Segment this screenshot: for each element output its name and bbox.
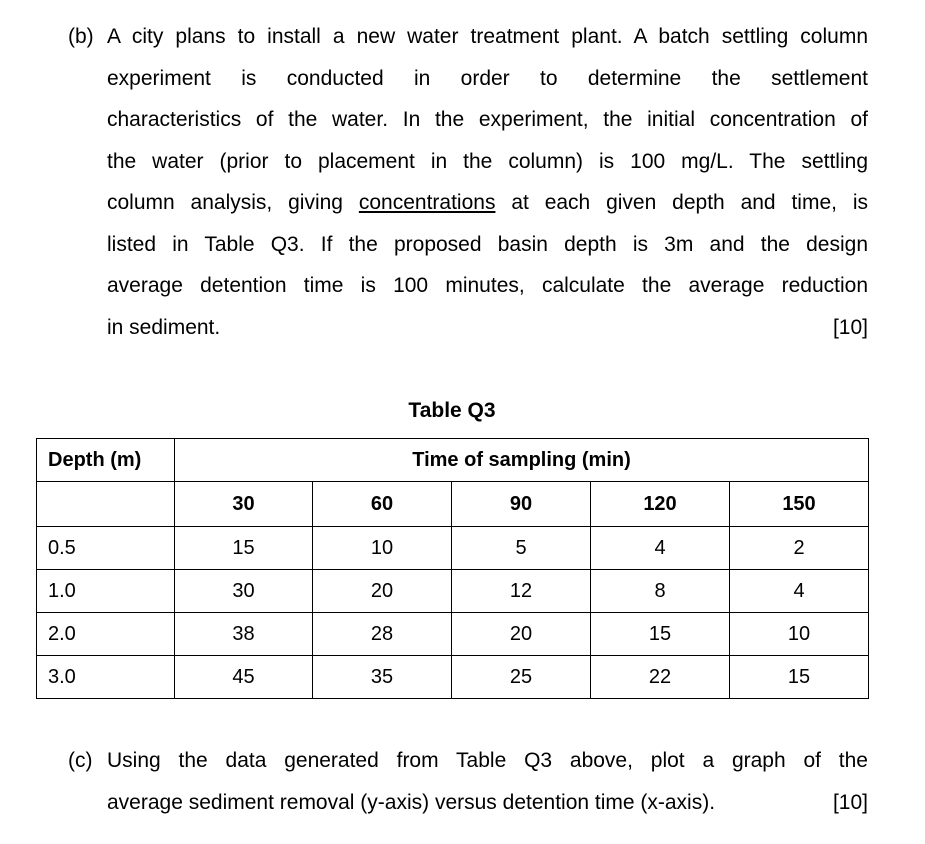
question-c-line-2 (68, 782, 868, 824)
table-title: Table Q3 (408, 399, 496, 422)
question-b-text-5-pre: column analysis, giving (107, 191, 359, 214)
question-b-text-4: the water (prior to placement in the column) is 100 mg/L. The settling (107, 149, 868, 173)
question-b-text-2: experiment is conducted in order to determine the settlement (107, 66, 868, 90)
value-cell: 38 (175, 613, 313, 656)
value-cell: 28 (313, 613, 452, 656)
value-cell: 22 (591, 656, 730, 699)
table-row (37, 613, 869, 656)
table-q3 (36, 438, 869, 699)
table-row (37, 656, 869, 699)
value-cell: 45 (175, 656, 313, 699)
question-b-text-6: listed in Table Q3. If the proposed basin depth is 3m and the design (107, 232, 868, 256)
value-cell: 4 (730, 570, 869, 613)
time-cell: 150 (730, 482, 869, 527)
empty-cell (37, 482, 175, 527)
depth-cell: 0.5 (37, 527, 175, 570)
value-cell: 12 (452, 570, 591, 613)
question-c (68, 740, 868, 823)
value-cell: 10 (730, 613, 869, 656)
question-b-text-7: average detention time is 100 minutes, calculate the average reduction (107, 274, 868, 297)
depth-cell: 1.0 (37, 570, 175, 613)
question-b-text-3: characteristics of the water. In the experiment, the initial concentration of (107, 108, 868, 131)
question-c-marks: [10] (832, 790, 868, 814)
value-cell: 30 (175, 570, 313, 613)
question-b-line-4 (68, 141, 868, 183)
table-header-row (37, 439, 869, 482)
question-c-text-2: average sediment removal (y-axis) versus detention time (x-axis). (107, 790, 716, 814)
question-b-line-1 (68, 16, 868, 58)
question-b-line-2 (68, 58, 868, 100)
depth-cell: 3.0 (37, 656, 175, 699)
depth-header: Depth (m) (37, 439, 175, 482)
depth-cell: 2.0 (37, 613, 175, 656)
question-c-text-1: Using the data generated from Table Q3 above, plot a graph of the (107, 749, 868, 772)
value-cell: 4 (591, 527, 730, 570)
table-row (37, 527, 869, 570)
question-b-line-3 (68, 99, 868, 141)
value-cell: 15 (730, 656, 869, 699)
question-b-line-6 (68, 224, 868, 266)
question-b (68, 16, 868, 348)
question-c-label: (c) (68, 749, 93, 772)
value-cell: 25 (452, 656, 591, 699)
question-b-text-1: A city plans to install a new water treatment plant. A batch settling column (107, 25, 868, 48)
table-times-row (37, 482, 869, 527)
value-cell: 35 (313, 656, 452, 699)
question-b-label: (b) (68, 25, 94, 48)
value-cell: 20 (452, 613, 591, 656)
table-row (37, 570, 869, 613)
question-b-text-8: in sediment. (107, 315, 221, 339)
time-cell: 90 (452, 482, 591, 527)
value-cell: 15 (591, 613, 730, 656)
question-b-text-5-post: at each given depth and time, is (495, 191, 868, 214)
question-b-text-5 (107, 182, 868, 224)
question-b-line-8 (68, 307, 868, 349)
question-b-marks: [10] (832, 315, 868, 339)
value-cell: 5 (452, 527, 591, 570)
value-cell: 2 (730, 527, 869, 570)
time-cell: 30 (175, 482, 313, 527)
time-header: Time of sampling (min) (175, 439, 869, 482)
question-b-line-7 (68, 265, 868, 307)
value-cell: 20 (313, 570, 452, 613)
underlined-concentrations: concentrations (358, 191, 496, 214)
question-c-line-1 (68, 740, 868, 782)
value-cell: 10 (313, 527, 452, 570)
question-b-line-5 (68, 182, 868, 224)
time-cell: 60 (313, 482, 452, 527)
time-cell: 120 (591, 482, 730, 527)
value-cell: 15 (175, 527, 313, 570)
value-cell: 8 (591, 570, 730, 613)
